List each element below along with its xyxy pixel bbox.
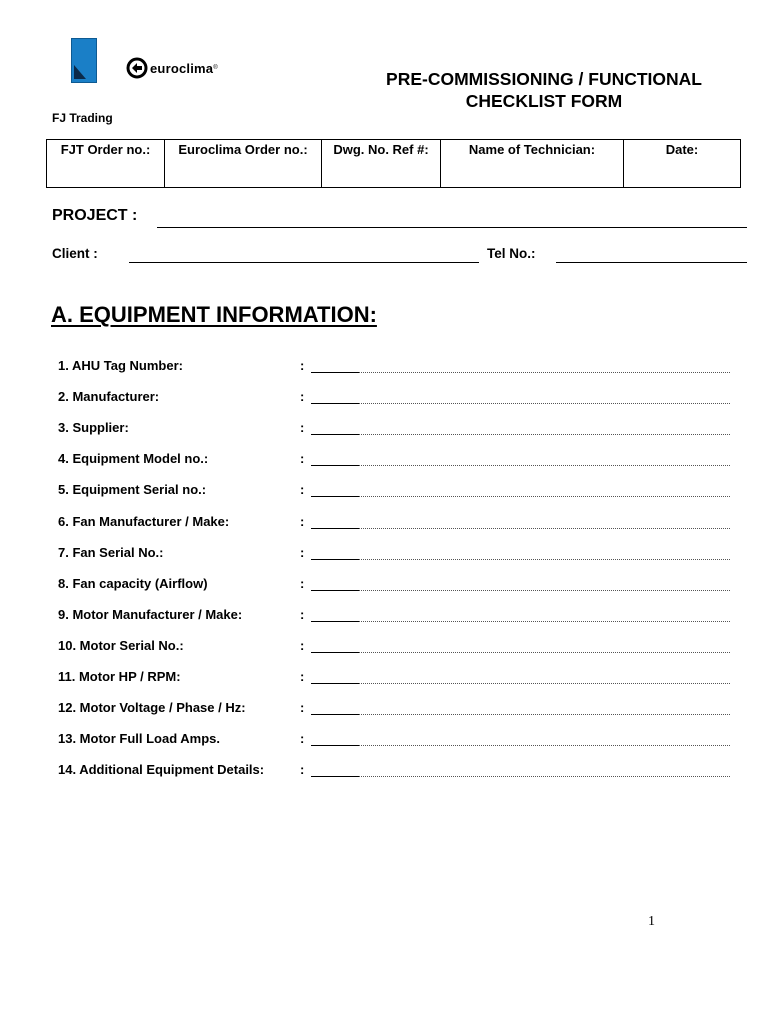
- equipment-field-row: [58, 420, 730, 440]
- field-blank-line[interactable]: [311, 714, 730, 715]
- project-field[interactable]: [157, 227, 747, 228]
- technician-name-cell[interactable]: Name of Technician:: [441, 140, 624, 188]
- field-blank-line[interactable]: [311, 745, 730, 746]
- page-number: 1: [648, 914, 655, 929]
- dwg-ref-cell[interactable]: Dwg. No. Ref #:: [322, 140, 441, 188]
- equipment-field-row: [58, 669, 730, 689]
- field-label: 3. Supplier:: [58, 420, 129, 436]
- equipment-field-row: [58, 700, 730, 720]
- field-blank-segment: [311, 621, 359, 622]
- field-label: 13. Motor Full Load Amps.: [58, 731, 221, 747]
- field-colon: :: [300, 669, 305, 684]
- field-blank-segment: [311, 776, 359, 777]
- field-blank-line[interactable]: [311, 403, 730, 404]
- field-blank-line[interactable]: [311, 559, 730, 560]
- euroclima-order-cell[interactable]: Euroclima Order no.:: [165, 140, 322, 188]
- field-colon: :: [300, 482, 305, 498]
- field-blank-segment: [311, 528, 359, 529]
- form-title-line2: CHECKLIST FORM: [465, 91, 623, 111]
- field-blank-line[interactable]: [311, 434, 730, 435]
- euroclima-logo-icon: [126, 57, 148, 79]
- field-colon: :: [300, 762, 305, 778]
- section-title: A. EQUIPMENT INFORMATION:: [51, 302, 377, 327]
- field-blank-segment: [311, 652, 359, 653]
- field-label: 7. Fan Serial No.:: [58, 544, 164, 560]
- equipment-field-row: [58, 358, 730, 378]
- field-blank-segment: [311, 559, 359, 560]
- field-label: 10. Motor Serial No.:: [58, 637, 184, 653]
- field-colon: :: [300, 389, 305, 405]
- fjt-order-cell[interactable]: FJT Order no.:: [47, 140, 165, 188]
- order-info-table: [46, 139, 741, 188]
- field-blank-segment: [311, 496, 359, 497]
- field-blank-line[interactable]: [311, 590, 730, 591]
- euroclima-wordmark: euroclima: [150, 60, 214, 76]
- project-label: PROJECT :: [52, 207, 138, 224]
- field-colon: :: [300, 420, 305, 436]
- field-blank-segment: [311, 372, 359, 373]
- field-blank-segment: [311, 714, 359, 715]
- equipment-field-row: [58, 545, 730, 565]
- field-blank-line[interactable]: [311, 683, 730, 684]
- field-label: 4. Equipment Model no.:: [58, 451, 209, 467]
- euroclima-logo: euroclima ®: [126, 56, 218, 80]
- field-colon: :: [300, 358, 305, 373]
- equipment-field-row: [58, 607, 730, 627]
- form-title-line1: PRE-COMMISSIONING / FUNCTIONAL: [386, 69, 702, 89]
- field-blank-line[interactable]: [311, 776, 730, 777]
- field-blank-segment: [311, 465, 359, 466]
- field-blank-segment: [311, 403, 359, 404]
- field-colon: :: [300, 575, 305, 591]
- field-label: 1. AHU Tag Number:: [58, 358, 183, 373]
- field-label: 5. Equipment Serial no.:: [58, 482, 207, 498]
- field-label: 14. Additional Equipment Details:: [58, 762, 265, 778]
- field-blank-line[interactable]: [311, 465, 730, 466]
- client-label: Client :: [52, 246, 98, 261]
- equipment-field-row: [58, 514, 730, 534]
- field-label: 11. Motor HP / RPM:: [58, 669, 181, 684]
- field-blank-line[interactable]: [311, 652, 730, 653]
- company-name: FJ Trading: [52, 111, 113, 125]
- field-label: 9. Motor Manufacturer / Make:: [58, 606, 243, 622]
- field-colon: :: [300, 700, 305, 716]
- form-title: [366, 68, 722, 112]
- date-cell[interactable]: Date:: [624, 140, 741, 188]
- field-blank-segment: [311, 590, 359, 591]
- field-blank-segment: [311, 434, 359, 435]
- field-label: 6. Fan Manufacturer / Make:: [58, 513, 230, 529]
- field-label: 8. Fan capacity (Airflow): [58, 575, 208, 591]
- field-blank-segment: [311, 683, 359, 684]
- field-blank-line[interactable]: [311, 621, 730, 622]
- equipment-field-row: [58, 731, 730, 751]
- field-blank-line[interactable]: [311, 372, 730, 373]
- field-label: 12. Motor Voltage / Phase / Hz:: [58, 700, 246, 716]
- field-blank-line[interactable]: [311, 528, 730, 529]
- field-colon: :: [300, 637, 305, 653]
- client-field[interactable]: [129, 262, 479, 263]
- equipment-field-row: [58, 451, 730, 471]
- tel-field[interactable]: [556, 262, 747, 263]
- field-label: 2. Manufacturer:: [58, 389, 160, 405]
- field-colon: :: [300, 544, 305, 560]
- equipment-field-row: [58, 389, 730, 409]
- equipment-field-row: [58, 482, 730, 502]
- fj-logo-icon: [71, 38, 97, 83]
- equipment-field-row: [58, 638, 730, 658]
- tel-label: Tel No.:: [487, 246, 536, 261]
- equipment-field-row: [58, 762, 730, 782]
- field-blank-line[interactable]: [311, 496, 730, 497]
- field-colon: :: [300, 513, 305, 529]
- field-colon: :: [300, 731, 305, 747]
- equipment-field-row: [58, 576, 730, 596]
- field-colon: :: [300, 451, 305, 467]
- field-colon: :: [300, 606, 305, 622]
- field-blank-segment: [311, 745, 359, 746]
